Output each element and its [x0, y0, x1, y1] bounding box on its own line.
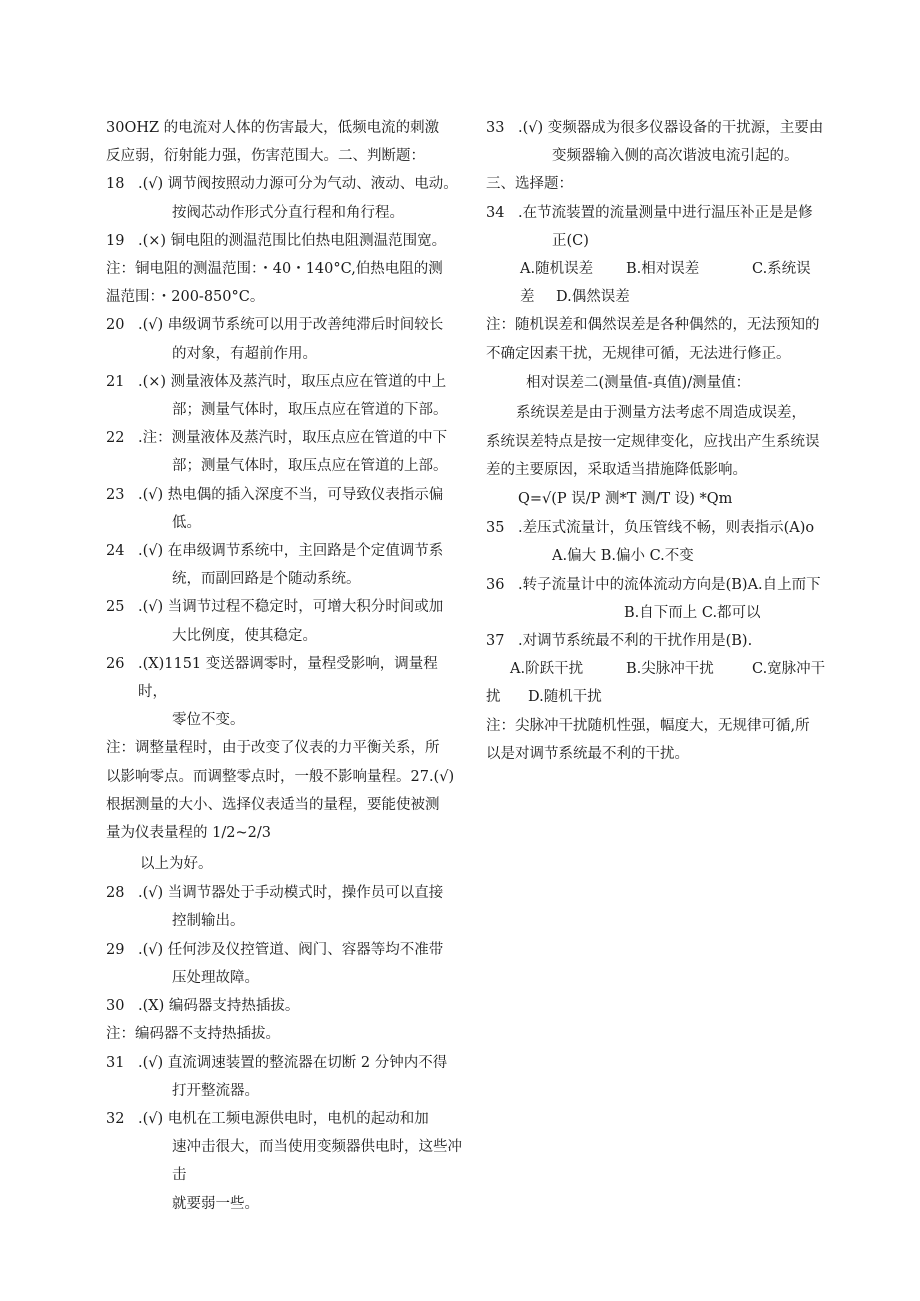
question-text: 变频器输入侧的高次谐波电流引起的。: [552, 148, 799, 165]
question-text: B.自下而上 C.都可以: [624, 604, 761, 621]
question-text: 速冲击很大，而当使用变频器供电时，这些冲击: [172, 1139, 462, 1184]
question-text: .(√) 串级调节系统可以用于改善纯滞后时间较长: [138, 317, 444, 334]
option-c-continued: 扰: [486, 689, 501, 706]
question-20: [106, 311, 462, 367]
note-37-line-1: 注：尖脉冲干扰随机性强，幅度大，无规律可循,所: [486, 717, 810, 734]
question-text: 控制输出。: [172, 913, 245, 930]
question-text: .差压式流量计，负压管线不畅，则表指示(A)o: [518, 520, 815, 537]
note-19-line-2: 温范围：・200-850°C。: [106, 289, 265, 306]
note-26-line-3: 根据测量的大小、选择仪表适当的量程，要能使被测: [106, 796, 440, 813]
question-31: [106, 1049, 462, 1105]
note-30: 注：编码器不支持热插拔。: [106, 1026, 280, 1043]
question-text: .转子流量计中的流体流动方向是(B)A.自上而下: [518, 576, 821, 593]
note-34-line-2: 不确定因素干扰，无规律可循，无法进行修正。: [486, 345, 791, 362]
note-26-line-2: 以影响零点。而调整零点时，一般不影响量程。27.(√): [106, 768, 455, 785]
note-26-line-1: 注：调整量程时，由于改变了仪表的力平衡关系，所: [106, 740, 440, 757]
question-number: 28: [106, 885, 125, 902]
question-number: 22: [106, 430, 125, 447]
question-number: 18: [106, 176, 125, 193]
note-19-line-1: 注：铜电阻的测温范围：・40・140°C,伯热电阻的测: [106, 261, 443, 278]
question-text: .注：测量液体及蒸汽时，取压点应在管道的中下: [138, 430, 448, 447]
question-text: .(√) 调节阀按照动力源可分为气动、液动、电动。: [138, 176, 458, 193]
intro-line-1: 30OHZ 的电流对人体的伤害最大，低频电流的刺激: [106, 120, 440, 136]
question-33: [486, 114, 842, 170]
section-heading: 三、选择题：: [486, 176, 573, 193]
question-text: 的对象，有超前作用。: [172, 345, 317, 362]
question-number: 34: [486, 204, 505, 221]
question-text: 低。: [172, 514, 201, 531]
option-a: A.阶跃干扰: [510, 661, 584, 678]
question-text: .(√) 变频器成为很多仪器设备的干扰源，主要由: [518, 120, 824, 136]
question-text: .(×) 测量液体及蒸汽时，取压点应在管道的中上: [138, 373, 447, 390]
question-21: [106, 368, 462, 424]
question-28: [106, 879, 462, 935]
question-text: .(√) 任何涉及仪控管道、阀门、容器等均不准带: [138, 941, 444, 958]
option-c-continued: 差: [520, 289, 535, 306]
question-text: .对调节系统最不利的干扰作用是(B).: [518, 633, 753, 650]
right-column: [486, 114, 842, 768]
note-34-line-6: 差的主要原因，采取适当措施降低影响。: [486, 462, 747, 479]
question-number: 30: [106, 998, 125, 1015]
question-number: 20: [106, 317, 125, 334]
question-text: 部；测量气体时，取压点应在管道的下部。: [172, 402, 448, 419]
question-number: 23: [106, 486, 125, 503]
question-text: .(×) 铜电阻的测温范围比伯热电阻测温范围宽。: [138, 232, 447, 249]
question-number: 24: [106, 543, 125, 560]
question-text: .(√) 直流调速装置的整流器在切断 2 分钟内不得: [138, 1054, 448, 1071]
question-35: [486, 514, 842, 570]
option-a: A.随机误差: [520, 261, 594, 278]
question-34: [486, 199, 842, 255]
question-32: [106, 1105, 462, 1218]
note-34-line-5: 系统误差特点是按一定规律变化，应找出产生系统误: [486, 433, 820, 450]
question-36: [486, 571, 842, 627]
question-number: 21: [106, 373, 125, 390]
option-b: B.相对误差: [626, 261, 700, 278]
question-text: 就要弱一些。: [172, 1195, 259, 1212]
question-text: 统，而副回路是个随动系统。: [172, 571, 361, 588]
question-18: [106, 170, 462, 226]
question-text: .(√) 当调节器处于手动模式时，操作员可以直接: [138, 885, 444, 902]
option-c: C.宽脉冲干: [752, 661, 826, 678]
question-text: .(X) 编码器支持热插拔。: [138, 998, 300, 1015]
question-30: [106, 992, 462, 1020]
note-34-line-3: 相对误差二(测量值-真值)/测量值：: [526, 374, 751, 391]
question-text: 打开整流器。: [172, 1082, 259, 1099]
question-text: 大比例度，使其稳定。: [172, 627, 317, 644]
question-number: 25: [106, 599, 125, 616]
formula: Q=√(P 误/P 测*T 测/T 设) *Qm: [518, 491, 733, 508]
question-number: 26: [106, 655, 125, 672]
question-text: .(√) 当调节过程不稳定时，可增大积分时间或加: [138, 599, 444, 616]
question-text: A.偏大 B.偏小 C.不变: [552, 548, 694, 565]
note-26-line-5: 以上为好。: [140, 856, 213, 873]
question-text: .(√) 电机在工频电源供电时，电机的起动和加: [138, 1110, 429, 1127]
question-text: .在节流装置的流量测量中进行温压补正是是修: [518, 204, 813, 221]
option-c: C.系统误: [752, 261, 811, 278]
question-29: [106, 936, 462, 992]
question-text: 部；测量气体时，取压点应在管道的上部。: [172, 458, 448, 475]
question-text: .(X)1151 变送器调零时，量程受影响，调量程时，: [138, 655, 438, 701]
option-d: D.随机干扰: [528, 689, 602, 706]
question-37-options: [486, 655, 842, 711]
question-number: 35: [486, 520, 505, 537]
question-number: 37: [486, 633, 505, 650]
question-34-options: [486, 255, 842, 311]
question-22: [106, 424, 462, 480]
question-text: 压处理故障。: [172, 969, 259, 986]
note-26-line-4: 量为仪表量程的 1/2~2/3: [106, 825, 271, 842]
note-34-line-4: 系统误差是由于测量方法考虑不周造成误差，: [516, 404, 806, 421]
question-number: 36: [486, 576, 505, 593]
question-text: 按阀芯动作形式分直行程和角行程。: [172, 204, 404, 221]
note-37-line-2: 以是对调节系统最不利的干扰。: [486, 745, 689, 762]
question-24: [106, 537, 462, 593]
question-19: [106, 227, 462, 255]
question-25: [106, 593, 462, 649]
question-26: [106, 650, 462, 735]
question-number: 32: [106, 1110, 125, 1127]
question-number: 33: [486, 120, 505, 136]
question-23: [106, 481, 462, 537]
question-number: 19: [106, 232, 125, 249]
option-b: B.尖脉冲干扰: [626, 661, 714, 678]
intro-line-2: 反应弱，衍射能力强，伤害范围大。二、判断题：: [106, 148, 425, 165]
question-number: 29: [106, 941, 125, 958]
question-text: 零位不变。: [172, 712, 245, 729]
question-text: .(√) 在串级调节系统中，主回路是个定值调节系: [138, 543, 444, 560]
question-text: 正(C): [552, 232, 589, 249]
question-text: .(√) 热电偶的插入深度不当，可导致仪表指示偏: [138, 486, 444, 503]
note-34-line-1: 注：随机误差和偶然误差是各种偶然的，无法预知的: [486, 317, 820, 334]
option-d: D.偶然误差: [556, 289, 630, 306]
left-column: [106, 114, 462, 1218]
question-number: 31: [106, 1054, 125, 1071]
question-37: [486, 627, 842, 655]
